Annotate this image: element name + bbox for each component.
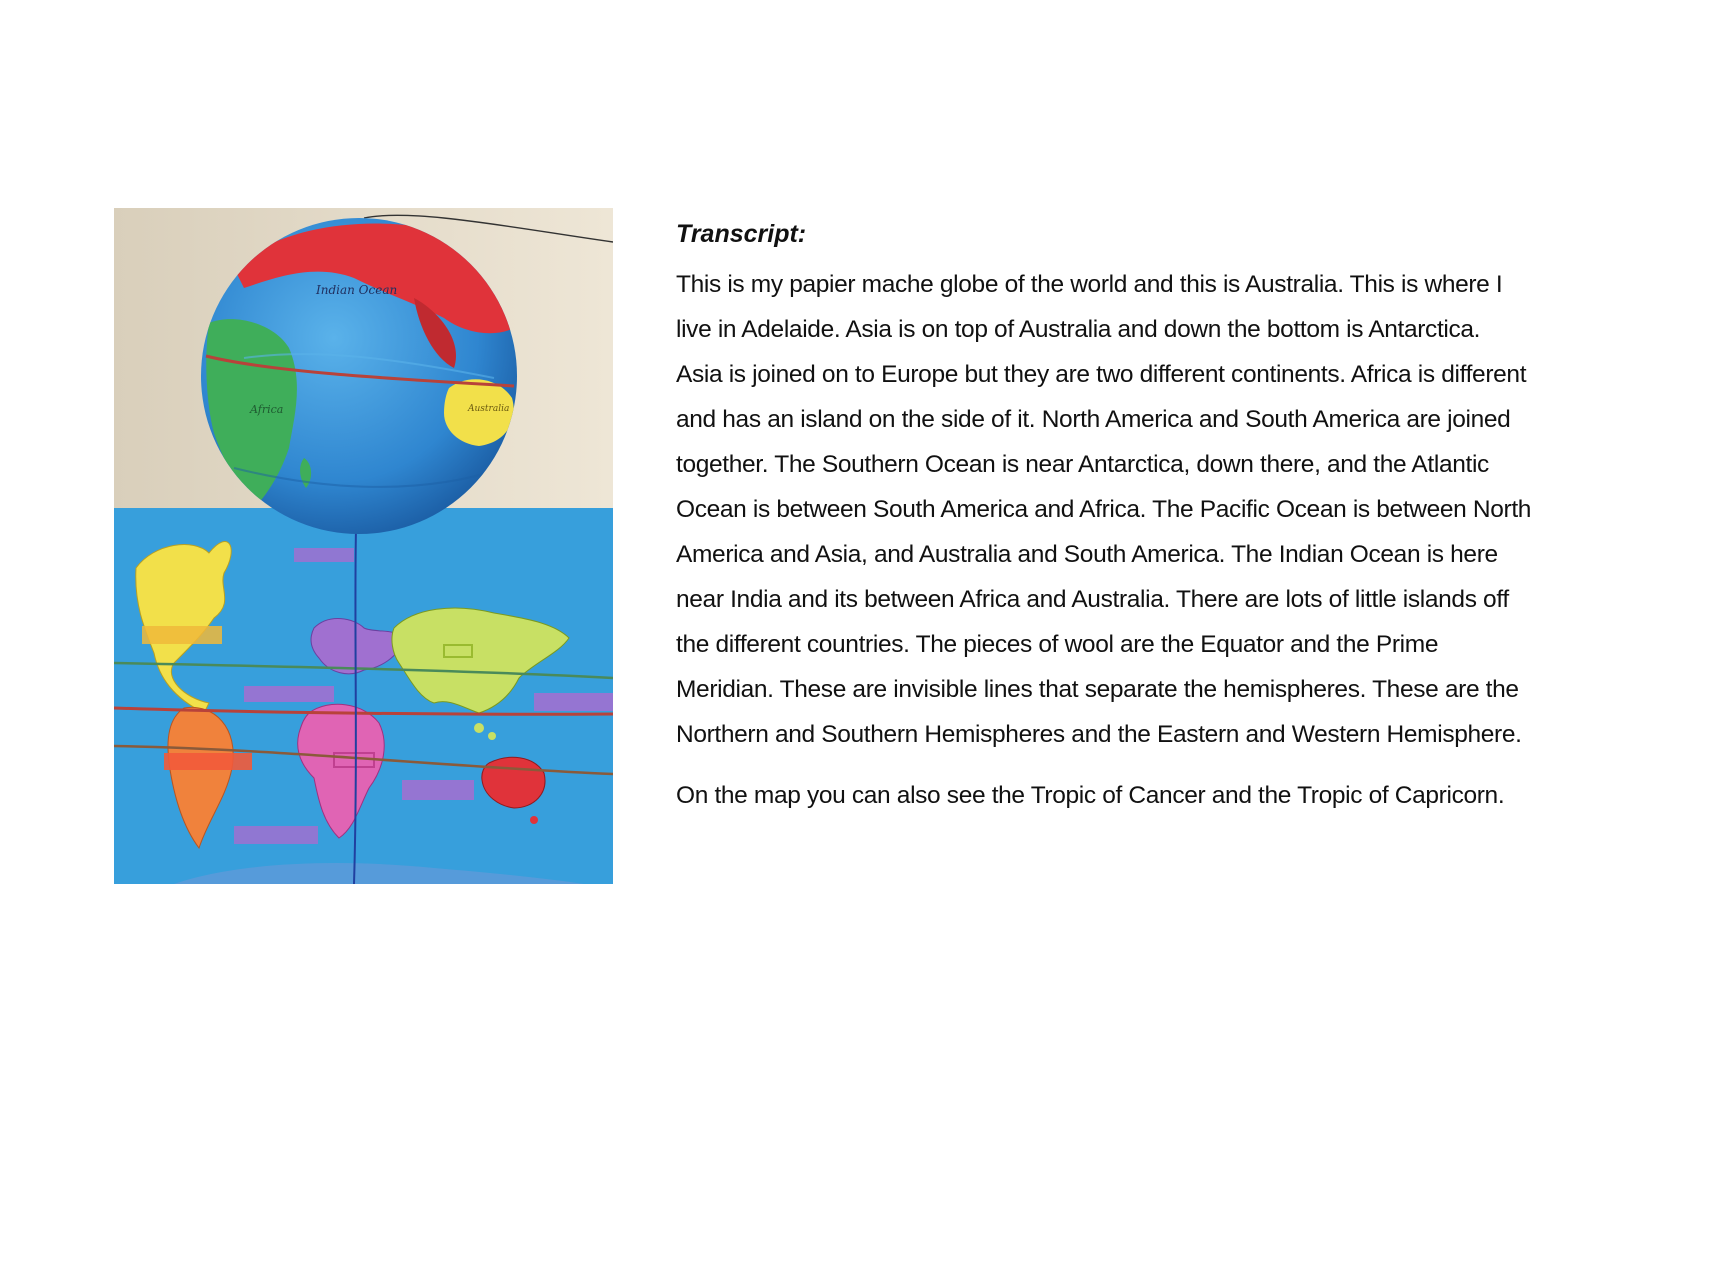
transcript-heading: Transcript: <box>676 220 807 248</box>
handwritten-australia-label: Australia <box>468 404 510 414</box>
handwritten-indian-ocean-label: Indian Ocean <box>316 283 398 297</box>
papier-mache-globe <box>201 218 517 534</box>
handwritten-africa-label: Africa <box>250 403 284 416</box>
globe-map-illustration <box>114 208 613 884</box>
globe-map-photo <box>114 208 613 884</box>
transcript-paragraph-1: This is my papier mache globe of the world and this is Australia. This is where I live in Adelaide. Asia is on top of Australia and down the bottom is Antarctica. Asia is joined on to Europe but they are two different continents. Africa is different and has an island on the side of it. North America and South America are joined together. The Southern Ocean is near Antarctica, down there, and the Atlantic Ocean is between South America and Africa. The Pacific Ocean is between North America and Asia, and Australia and South America. The Indian Ocean is here near India and its between Africa and Australia. There are lots of little islands off the different countries. The pieces of wool are the Equator and the Prime Meridian. These are invisible lines that separate the hemispheres. These are the Northern and Southern Hemispheres and the Eastern and Western Hemisphere. <box>676 271 1532 748</box>
transcript-paragraph-2: On the map you can also see the Tropic of Cancer and the Tropic of Capricorn. <box>676 782 1505 809</box>
transcript-section <box>676 218 1606 818</box>
